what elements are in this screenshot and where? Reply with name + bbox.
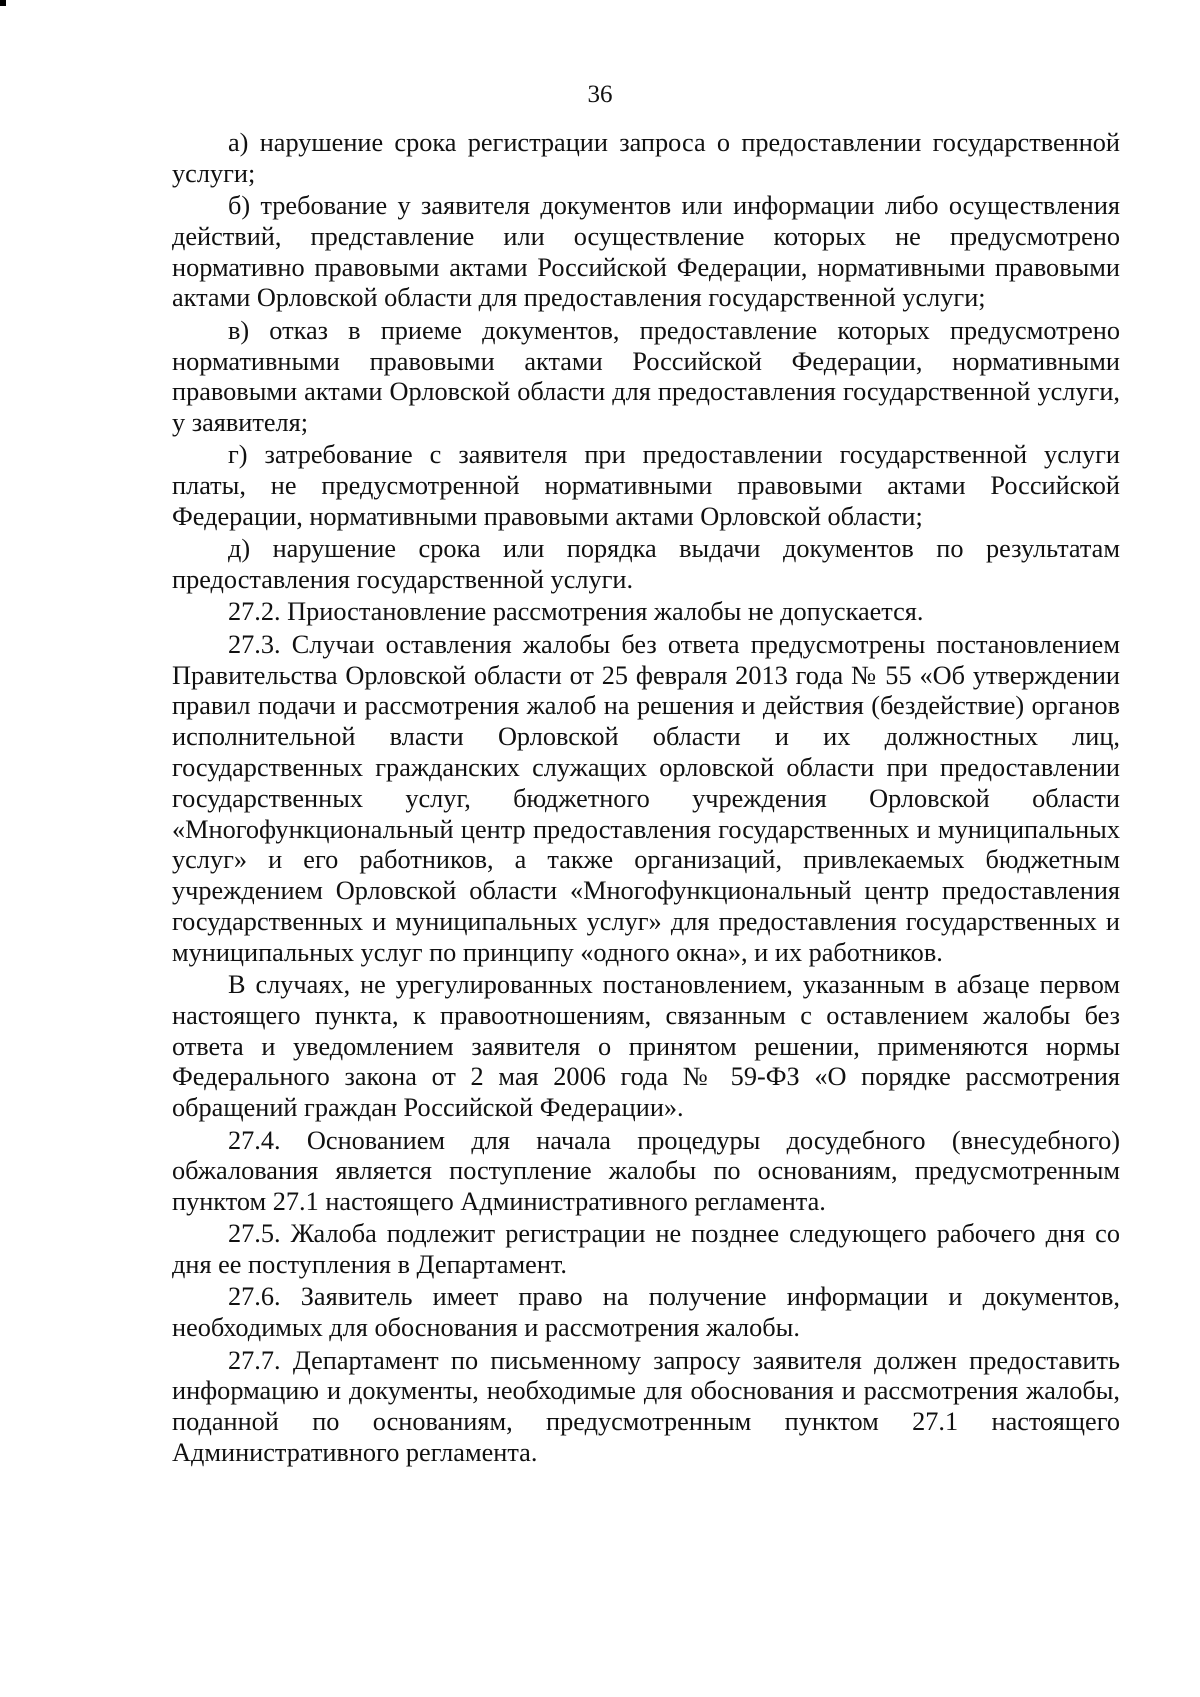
paragraph-d: д) нарушение срока или порядка выдачи документов по результатам предоставления государственной услуги. xyxy=(172,534,1120,595)
paragraph-27-3-cont: В случаях, не урегулированных постановлением, указанным в абзаце первом настоящего пункта, к правоотношениям, связанным с оставлением жалобы без ответа и уведомлением заявителя о принятом решении, применяются нормы Федерального закона от 2 мая 2006 года № 59-ФЗ «О порядке рассмотрения обращений граждан Российской Федерации». xyxy=(172,970,1120,1123)
paragraph-27-7: 27.7. Департамент по письменному запросу заявителя должен предоставить информацию и документы, необходимые для обоснования и рассмотрения жалобы, поданной по основаниям, предусмотренным пунктом 27.1 настоящего Административного регламента. xyxy=(172,1345,1120,1467)
paragraph-a: а) нарушение срока регистрации запроса о предоставлении государственной услуги; xyxy=(172,128,1120,188)
paragraph-27-6: 27.6. Заявитель имеет право на получение информации и документов, необходимых для обоснования и рассмотрения жалобы. xyxy=(172,1282,1120,1343)
paragraph-27-3: 27.3. Случаи оставления жалобы без ответа предусмотрены постановлением Правительства Орловской области от 25 февраля 2013 года № 55 «Об утверждении правил подачи и рассмотрения жалоб на решения и действия (бездействие) органов исполнительной власти Орловской области и их должностных лиц, государственных гражданских служащих орловской области при предоставлении государственных услуг, бюджетного учреждения Орловской области «Многофункциональный центр предоставления государственных и муниципальных услуг» и его работников, а также организаций, привлекаемых бюджетным учреждением Орловской области «Многофункциональный центр предоставления государственных и муниципальных услуг» для предоставления государственных и муниципальных услуг по принципу «одного окна», и их работников. xyxy=(172,629,1120,967)
paragraph-27-2: 27.2. Приостановление рассмотрения жалобы не допускается. xyxy=(228,597,924,627)
paragraph-v: в) отказ в приеме документов, предоставление которых предусмотрено нормативными правовыми актами Российской Федерации, нормативными правовыми актами Орловской области для предоставления государственной услуги, у заявителя; xyxy=(172,315,1120,438)
paragraph-g: г) затребование с заявителя при предоставлении государственной услуги платы, не предусмотренной нормативными правовыми актами Российской Федерации, нормативными правовыми актами Орловской области; xyxy=(172,440,1120,532)
paragraph-b: б) требование у заявителя документов или информации либо осуществления действий, представление или осуществление которых не предусмотрено нормативно правовыми актами Российской Федерации, нормативными правовыми актами Орловской области для предоставления государственной услуги; xyxy=(172,191,1120,313)
document-body xyxy=(172,128,1120,1469)
scan-corner-mark xyxy=(0,0,6,6)
page-number: 36 xyxy=(587,81,613,108)
paragraph-27-5: 27.5. Жалоба подлежит регистрации не позднее следующего рабочего дня со дня ее поступления в Департамент. xyxy=(172,1219,1120,1280)
paragraph-27-4: 27.4. Основанием для начала процедуры досудебного (внесудебного) обжалования является поступление жалобы по основаниям, предусмотренным пунктом 27.1 настоящего Административного регламента. xyxy=(172,1125,1120,1217)
